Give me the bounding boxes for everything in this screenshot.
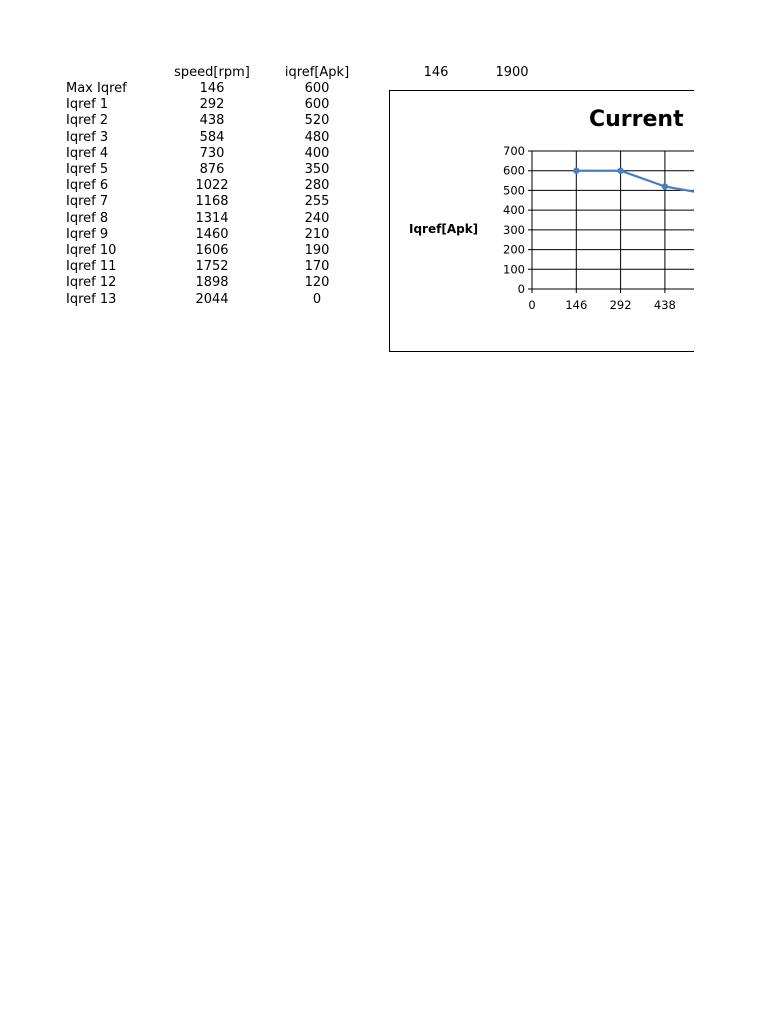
header-extra-146: 146 [423, 65, 449, 80]
row-iqref: 480 [304, 130, 330, 145]
header-iqref: iqref[Apk] [284, 65, 350, 80]
chart-svg [390, 91, 694, 352]
x-tick-label: 292 [609, 298, 632, 312]
row-speed: 2044 [195, 292, 229, 307]
row-iqref: 210 [304, 227, 330, 242]
y-tick-label: 500 [503, 183, 525, 198]
chart-ylabel: Iqref[Apk] [409, 222, 479, 236]
row-label: Iqref 13 [66, 292, 117, 307]
row-speed: 730 [199, 146, 225, 161]
row-label: Iqref 5 [66, 162, 109, 177]
row-iqref: 520 [304, 113, 330, 128]
y-tick-label: 400 [503, 203, 525, 218]
x-tick-label: 438 [653, 298, 676, 312]
y-tick-label: 600 [503, 163, 525, 178]
row-label: Iqref 10 [66, 243, 117, 258]
row-iqref: 280 [304, 178, 330, 193]
row-label: Iqref 8 [66, 211, 109, 226]
row-speed: 1022 [195, 178, 229, 193]
row-iqref: 400 [304, 146, 330, 161]
row-label: Iqref 9 [66, 227, 109, 242]
x-tick-label: 146 [565, 298, 588, 312]
row-iqref: 255 [304, 194, 330, 209]
row-label: Iqref 1 [66, 97, 109, 112]
x-tick-label: 0 [528, 298, 536, 312]
row-label: Max Iqref [66, 81, 127, 96]
row-iqref: 120 [304, 275, 330, 290]
row-speed: 1168 [195, 194, 229, 209]
row-speed: 146 [199, 81, 225, 96]
row-iqref: 240 [304, 211, 330, 226]
row-iqref: 600 [304, 97, 330, 112]
row-speed: 292 [199, 97, 225, 112]
row-speed: 584 [199, 130, 225, 145]
data-point [573, 168, 579, 174]
y-tick-label: 0 [517, 282, 525, 296]
chart-current [389, 90, 694, 352]
row-label: Iqref 12 [66, 275, 117, 290]
y-tick-label: 700 [503, 144, 525, 158]
row-label: Iqref 4 [66, 146, 109, 161]
row-iqref: 600 [304, 81, 330, 96]
chart-title: Current [589, 107, 684, 132]
header-speed: speed[rpm] [174, 65, 250, 80]
row-speed: 1606 [195, 243, 229, 258]
data-point [662, 183, 668, 189]
y-tick-label: 100 [503, 262, 525, 277]
row-speed: 1752 [195, 259, 229, 274]
row-speed: 1898 [195, 275, 229, 290]
row-label: Iqref 7 [66, 194, 109, 209]
row-iqref: 0 [312, 292, 322, 307]
row-speed: 438 [199, 113, 225, 128]
row-label: Iqref 2 [66, 113, 109, 128]
row-speed: 1314 [195, 211, 229, 226]
header-extra-1900: 1900 [495, 65, 529, 80]
row-label: Iqref 6 [66, 178, 109, 193]
row-iqref: 350 [304, 162, 330, 177]
row-iqref: 170 [304, 259, 330, 274]
y-tick-label: 200 [503, 242, 525, 257]
data-point [617, 168, 623, 174]
row-iqref: 190 [304, 243, 330, 258]
row-label: Iqref 11 [66, 259, 117, 274]
y-tick-label: 300 [503, 222, 525, 237]
row-speed: 1460 [195, 227, 229, 242]
row-speed: 876 [199, 162, 225, 177]
row-label: Iqref 3 [66, 130, 109, 145]
